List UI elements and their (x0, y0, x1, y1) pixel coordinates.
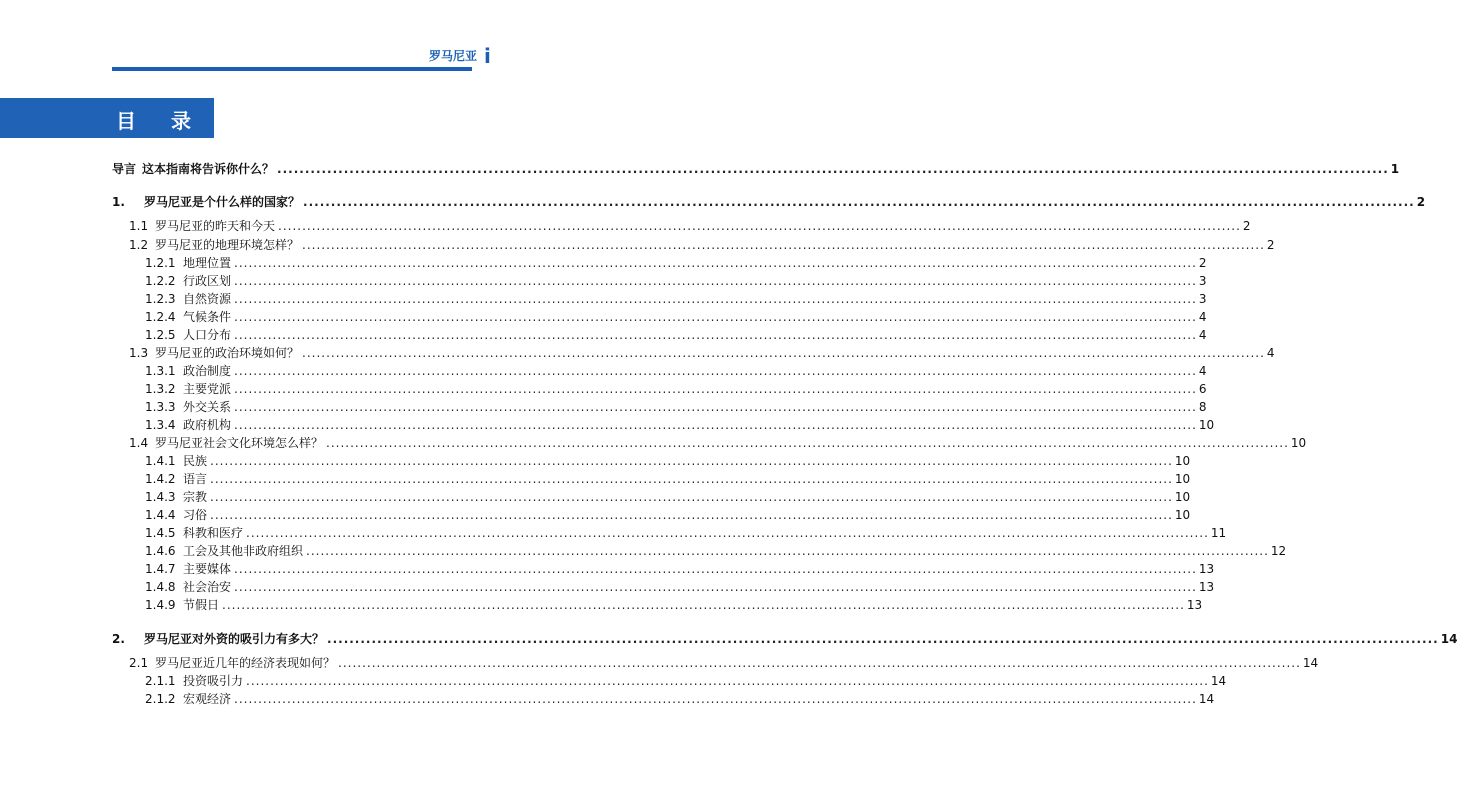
toc-entry-label: 主要媒体 (183, 562, 232, 576)
toc-entry[interactable] (112, 160, 1400, 177)
toc-entry-page: 3 (1198, 292, 1207, 306)
toc-entry[interactable] (145, 362, 1207, 379)
toc-entry-label: 工会及其他非政府组织 (183, 544, 304, 558)
toc-entry-number: 1.4.3 (145, 490, 176, 504)
toc-dot-leader: ........................................................................................................................................................................................................ (234, 418, 1197, 432)
toc-entry-label: 习俗 (183, 508, 208, 522)
toc-entry-page: 8 (1198, 400, 1207, 414)
toc-entry-page: 11 (1210, 526, 1227, 540)
toc-entry-page: 1 (1390, 162, 1400, 176)
toc-entry-number: 1.1 (129, 219, 149, 233)
toc-entry-label: 科教和医疗 (183, 526, 244, 540)
toc-dot-leader: ........................................................................................................................................................................................................ (234, 562, 1197, 576)
toc-entry-label: 罗马尼亚对外资的吸引力有多大？ (144, 632, 325, 646)
toc-entry-page: 14 (1210, 674, 1227, 688)
toc-dot-leader: ........................................................................................................................................................................................................ (278, 219, 1241, 233)
toc-entry[interactable] (145, 326, 1207, 343)
toc-entry-page: 2 (1198, 256, 1207, 270)
toc-dot-leader: ........................................................................................................................................................................................................ (338, 656, 1301, 670)
toc-dot-leader: ........................................................................................................................................................................................................ (327, 632, 1439, 646)
toc-entry[interactable] (145, 488, 1191, 505)
toc-entry-number: 1.3 (129, 346, 149, 360)
running-header-title: 罗马尼亚 (428, 49, 477, 63)
toc-entry[interactable] (145, 560, 1215, 577)
toc-entry-number: 1.3.2 (145, 382, 176, 396)
toc-entry-label: 罗马尼亚的政治环境如何？ (155, 346, 300, 360)
toc-dot-leader: ........................................................................................................................................................................................................ (234, 328, 1197, 342)
toc-entry-label: 罗马尼亚社会文化环境怎么样？ (155, 436, 324, 450)
toc-dot-leader: ........................................................................................................................................................................................................ (210, 472, 1173, 486)
toc-dot-leader: ........................................................................................................................................................................................................ (234, 400, 1197, 414)
toc-entry-number: 1.3.4 (145, 418, 176, 432)
toc-entry-number: 2.1.2 (145, 692, 176, 706)
toc-entry-label: 自然资源 (183, 292, 232, 306)
header-rule (112, 67, 472, 71)
toc-entry-number: 1.4.5 (145, 526, 176, 540)
toc-entry-label: 主要党派 (183, 382, 232, 396)
toc-entry[interactable] (145, 578, 1215, 595)
toc-entry-number: 1.2.3 (145, 292, 176, 306)
toc-entry-page: 2 (1242, 219, 1251, 233)
toc-entry-page: 10 (1174, 472, 1191, 486)
toc-entry-number: 1.4.4 (145, 508, 176, 522)
toc-entry-label: 行政区划 (183, 274, 232, 288)
toc-dot-leader: ........................................................................................................................................................................................................ (246, 674, 1209, 688)
toc-entry-page: 14 (1198, 692, 1215, 706)
toc-entry-label: 政治制度 (183, 364, 232, 378)
toc-dot-leader: ........................................................................................................................................................................................................ (246, 526, 1209, 540)
toc-entry-number: 1.3.3 (145, 400, 176, 414)
toc-heading: 目 录 (116, 109, 205, 133)
toc-dot-leader: ........................................................................................................................................................................................................ (234, 692, 1197, 706)
toc-dot-leader: ........................................................................................................................................................................................................ (222, 598, 1185, 612)
toc-entry-label: 人口分布 (183, 328, 232, 342)
toc-entry-label: 社会治安 (183, 580, 232, 594)
toc-entry[interactable] (129, 434, 1307, 451)
toc-dot-leader: ........................................................................................................................................................................................................ (306, 544, 1269, 558)
toc-entry-page: 2 (1416, 195, 1426, 209)
toc-entry-page: 12 (1270, 544, 1287, 558)
page-number: i (484, 44, 491, 68)
toc-entry[interactable] (112, 630, 1457, 647)
toc-entry-number: 1.4.7 (145, 562, 176, 576)
toc-entry[interactable] (145, 380, 1207, 397)
toc-entry-label: 民族 (183, 454, 208, 468)
toc-entry-number: 1.2.1 (145, 256, 176, 270)
toc-entry-page: 4 (1266, 346, 1275, 360)
toc-entry-label: 外交关系 (183, 400, 232, 414)
toc-entry-page: 2 (1266, 238, 1275, 252)
toc-dot-leader: ........................................................................................................................................................................................................ (210, 490, 1173, 504)
toc-entry[interactable] (145, 398, 1207, 415)
toc-entry-number: 1.3.1 (145, 364, 176, 378)
toc-entry-page: 14 (1302, 656, 1319, 670)
toc-entry-label: 罗马尼亚是个什么样的国家？ (144, 195, 301, 209)
toc-entry-number: 1.4 (129, 436, 149, 450)
toc-entry-label: 罗马尼亚近几年的经济表现如何？ (155, 656, 336, 670)
toc-entry[interactable] (145, 470, 1191, 487)
toc-entry[interactable] (145, 672, 1227, 689)
toc-entry[interactable] (145, 290, 1207, 307)
toc-entry[interactable] (145, 254, 1207, 271)
toc-entry-label: 语言 (183, 472, 208, 486)
toc-entry-page: 4 (1198, 328, 1207, 342)
toc-entry[interactable] (145, 272, 1207, 289)
toc-entry[interactable] (145, 452, 1191, 469)
toc-entry-label: 这本指南将告诉你什么？ (142, 162, 275, 176)
toc-entry-page: 13 (1198, 562, 1215, 576)
toc-entry-page: 10 (1174, 454, 1191, 468)
toc-entry-label: 宗教 (183, 490, 208, 504)
toc-entry-number: 2.1.1 (145, 674, 176, 688)
toc-dot-leader: ........................................................................................................................................................................................................ (234, 310, 1197, 324)
toc-entry[interactable] (145, 596, 1203, 613)
toc-entry-label: 罗马尼亚的地理环境怎样？ (155, 238, 300, 252)
toc-entry-number: 1.4.8 (145, 580, 176, 594)
toc-entry-number: 1.4.1 (145, 454, 176, 468)
toc-entry-page: 4 (1198, 310, 1207, 324)
toc-entry[interactable] (129, 236, 1275, 253)
toc-entry[interactable] (145, 506, 1191, 523)
toc-entry-page: 10 (1198, 418, 1215, 432)
toc-entry-number: 2. (112, 632, 125, 646)
toc-entry[interactable] (129, 217, 1251, 234)
toc-dot-leader: ........................................................................................................................................................................................................ (302, 238, 1265, 252)
toc-entry-page: 13 (1198, 580, 1215, 594)
toc-dot-leader: ........................................................................................................................................................................................................ (234, 364, 1197, 378)
toc-entry-number: 1.4.6 (145, 544, 176, 558)
toc-entry-label: 宏观经济 (183, 692, 232, 706)
toc-entry-label: 气候条件 (183, 310, 232, 324)
toc-entry[interactable] (145, 416, 1215, 433)
toc-dot-leader: ........................................................................................................................................................................................................ (210, 454, 1173, 468)
toc-entry[interactable] (129, 344, 1275, 361)
toc-entry-number: 1.2.2 (145, 274, 176, 288)
toc-entry-label: 罗马尼亚的昨天和今天 (155, 219, 276, 233)
toc-dot-leader: ........................................................................................................................................................................................................ (234, 256, 1197, 270)
toc-entry-number: 1.2 (129, 238, 149, 252)
toc-dot-leader: ........................................................................................................................................................................................................ (303, 195, 1415, 209)
toc-dot-leader: ........................................................................................................................................................................................................ (326, 436, 1289, 450)
toc-entry-number: 2.1 (129, 656, 149, 670)
toc-entry[interactable] (112, 193, 1426, 210)
toc-entry-page: 14 (1440, 632, 1457, 646)
toc-entry-number: 1.2.4 (145, 310, 176, 324)
toc-entry-page: 13 (1186, 598, 1203, 612)
toc-entry[interactable] (145, 542, 1287, 559)
toc-entry-number: 1.4.2 (145, 472, 176, 486)
toc-entry-number: 导言 (112, 162, 137, 176)
toc-entry-page: 3 (1198, 274, 1207, 288)
toc-entry-number: 1.2.5 (145, 328, 176, 342)
toc-entry-page: 10 (1174, 490, 1191, 504)
toc-entry-page: 6 (1198, 382, 1207, 396)
toc-entry-label: 投资吸引力 (183, 674, 244, 688)
toc-dot-leader: ........................................................................................................................................................................................................ (210, 508, 1173, 522)
toc-entry[interactable] (145, 690, 1215, 707)
toc-entry-label: 地理位置 (183, 256, 232, 270)
toc-entry-number: 1.4.9 (145, 598, 176, 612)
toc-entry-label: 政府机构 (183, 418, 232, 432)
toc-dot-leader: ........................................................................................................................................................................................................ (234, 292, 1197, 306)
toc-entry-page: 10 (1290, 436, 1307, 450)
toc-entry-number: 1. (112, 195, 125, 209)
toc-dot-leader: ........................................................................................................................................................................................................ (302, 346, 1265, 360)
toc-entry-page: 4 (1198, 364, 1207, 378)
toc-dot-leader: ........................................................................................................................................................................................................ (234, 580, 1197, 594)
toc-dot-leader: ........................................................................................................................................................................................................ (277, 162, 1389, 176)
toc-dot-leader: ........................................................................................................................................................................................................ (234, 274, 1197, 288)
toc-entry-page: 10 (1174, 508, 1191, 522)
toc-entry[interactable] (145, 308, 1207, 325)
toc-dot-leader: ........................................................................................................................................................................................................ (234, 382, 1197, 396)
toc-entry[interactable] (145, 524, 1227, 541)
toc-entry-label: 节假日 (183, 598, 220, 612)
toc-banner (0, 98, 214, 138)
toc-entry[interactable] (129, 654, 1319, 671)
